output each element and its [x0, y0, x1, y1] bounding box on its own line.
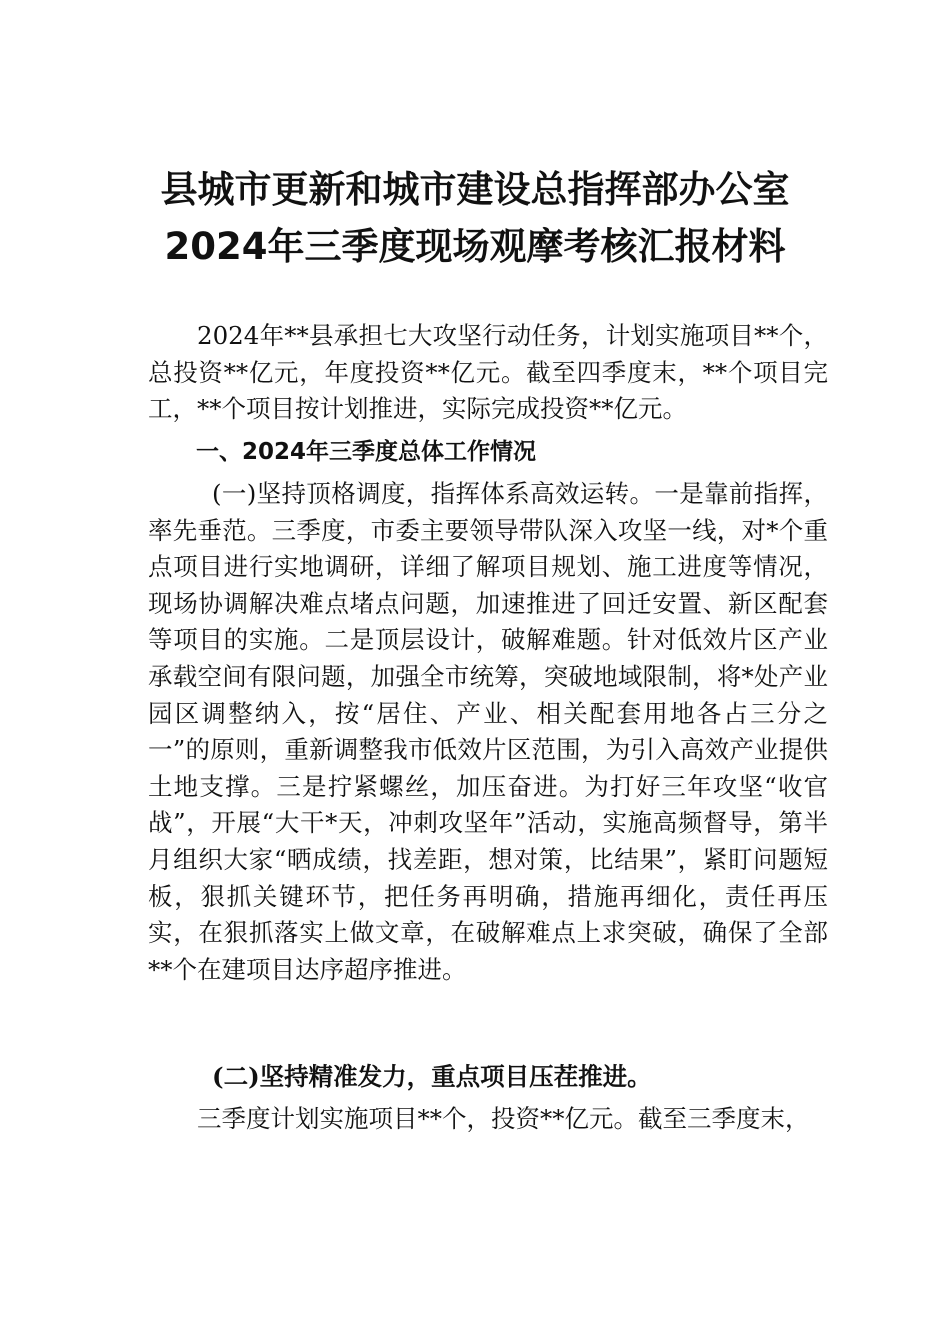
- subsection-2-heading: (二)坚持精准发力，重点项目压茬推进。: [212, 1062, 652, 1091]
- subsection-1-paragraph: (一)坚持顶格调度，指挥体系高效运转。一是靠前指挥，率先垂范。三季度，市委主要领导带队深入攻坚一线，对*个重点项目进行实地调研，详细了解项目规划、施工进度等情况，现场协调解决难点堵点问题，加速推进了回迁安置、新区配套等项目的实施。二是顶层设计，破解难题。针对低效片区产业承载空间有限问题，加强全市统筹，突破地域限制，将*处产业园区调整纳入，按“居住、产业、相关配套用地各占三分之一”的原则，重新调整我市低效片区范围，为引入高效产业提供土地支撑。三是拧紧螺丝，加压奋进。为打好三年攻坚“收官战”，开展“大干*天，冲刺攻坚年”活动，实施高频督导，第半月组织大家“晒成绩，找差距，想对策，比结果”，紧盯问题短板，狠抓关键环节，把任务再明确，措施再细化，责任再压实，在狠抓落实上做文章，在破解难点上求突破，确保了全部**个在建项目达序超序推进。: [148, 479, 828, 984]
- subsection-2-paragraph: 三季度计划实施项目**个，投资**亿元。截至三季度末，: [197, 1104, 810, 1133]
- document-title-line-1: 县城市更新和城市建设总指挥部办公室: [160, 168, 790, 211]
- intro-paragraph: 2024年**县承担七大攻坚行动任务，计划实施项目**个，总投资**亿元，年度投资**亿元。截至四季度末，**个项目完工，**个项目按计划推进，实际完成投资**亿元。: [148, 321, 828, 424]
- document-title-line-2: 2024年三季度现场观摩考核汇报材料: [164, 225, 786, 268]
- section-1-heading: 一、2024年三季度总体工作情况: [196, 439, 537, 465]
